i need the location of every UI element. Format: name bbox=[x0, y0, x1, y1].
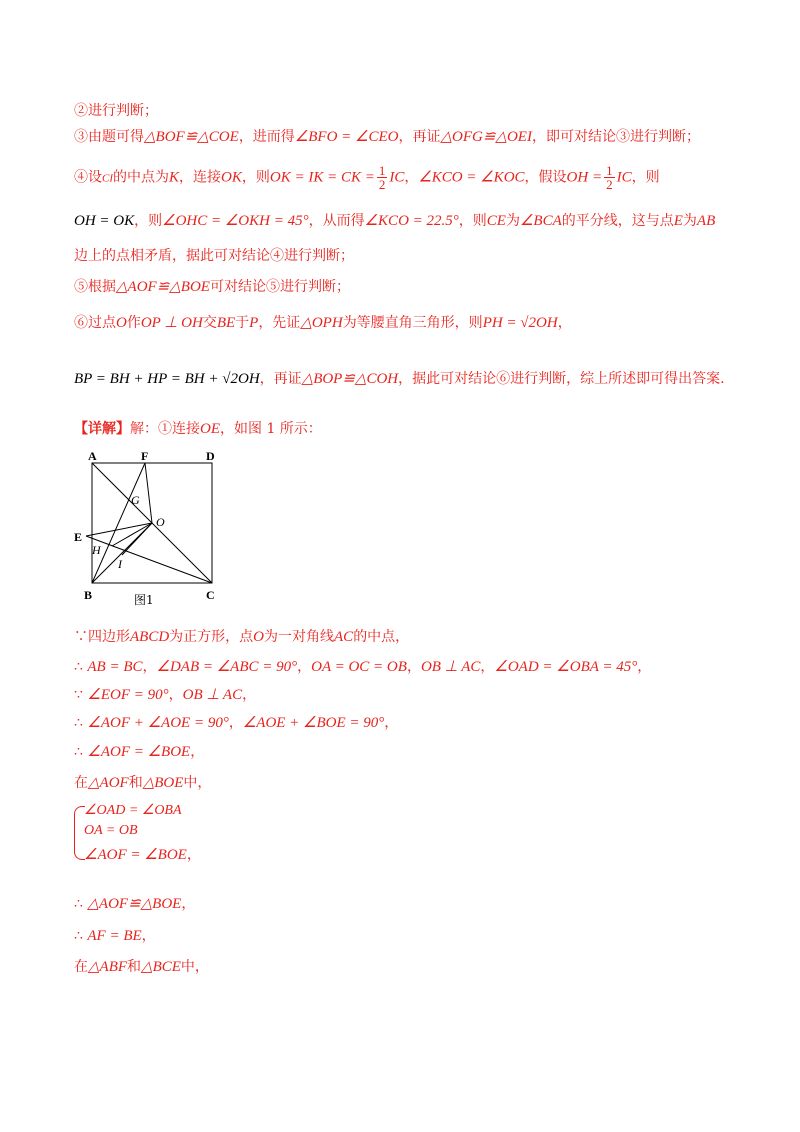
text: ， bbox=[406, 659, 421, 675]
text: 可对结论⑤进行判断； bbox=[209, 279, 350, 295]
text: ， bbox=[141, 928, 156, 944]
analysis-line-2 bbox=[74, 100, 158, 120]
text: 在 bbox=[74, 775, 88, 791]
math: O bbox=[116, 315, 127, 331]
text: 的中点， bbox=[353, 629, 410, 645]
math: IC bbox=[616, 169, 632, 186]
text: ，据此可对结论⑥进行判断，综上所述即可得出答案. bbox=[398, 371, 725, 387]
therefore-symbol: ∴ bbox=[74, 659, 83, 675]
proof-line-9 bbox=[74, 956, 209, 976]
text: 为正方形，点 bbox=[169, 629, 254, 645]
analysis-line-3 bbox=[74, 126, 700, 146]
geometry-figure bbox=[74, 444, 234, 614]
fraction-numerator: 1 bbox=[606, 163, 613, 178]
analysis-line-9 bbox=[74, 368, 725, 388]
detail-label: 【详解】 bbox=[74, 421, 130, 437]
math: OE bbox=[200, 421, 220, 437]
math: ABCD bbox=[130, 629, 170, 645]
text: ④设 bbox=[74, 169, 102, 186]
system-line-2: OA = OB bbox=[84, 823, 138, 838]
math: ∠BFO = ∠CEO bbox=[294, 129, 399, 145]
math: OP ⊥ OH bbox=[140, 315, 203, 331]
text: 为等腰直角三角形，则 bbox=[342, 315, 483, 331]
text: ，从而得 bbox=[308, 213, 365, 229]
math: ∠DAB = ∠ABC = 90° bbox=[156, 659, 298, 675]
math: △AOF≌△BOE bbox=[116, 279, 210, 295]
text: ， bbox=[557, 315, 572, 331]
text: 中， bbox=[183, 775, 212, 791]
text: ⑤根据 bbox=[74, 279, 116, 295]
label-e: E bbox=[74, 530, 83, 544]
text: ⑥过点 bbox=[74, 315, 116, 331]
label-i: I bbox=[118, 557, 122, 571]
text: ，连接 bbox=[179, 169, 222, 186]
proof-line-2 bbox=[74, 656, 651, 676]
math: BP = BH + HP = BH + √2OH bbox=[74, 371, 260, 387]
math: ∠OAD = ∠OBA = 45° bbox=[494, 659, 638, 675]
analysis-line-8 bbox=[74, 312, 572, 332]
proof-line-1 bbox=[74, 626, 409, 646]
text: 解：①连接 bbox=[130, 421, 200, 437]
math: △ABF bbox=[88, 959, 128, 975]
text: 在 bbox=[74, 959, 88, 975]
text: ③由题可得 bbox=[74, 129, 144, 145]
math: AB bbox=[696, 213, 716, 229]
because-symbol: ∵ bbox=[74, 687, 83, 703]
proof-line-6 bbox=[74, 772, 211, 792]
text: 的中点为 bbox=[113, 169, 169, 186]
fraction-half bbox=[377, 164, 388, 191]
therefore-symbol: ∴ bbox=[74, 744, 83, 760]
math: ∠EOF = 90° bbox=[87, 687, 169, 703]
math: O bbox=[253, 629, 265, 645]
text: 于 bbox=[235, 315, 250, 331]
text: ， bbox=[142, 659, 157, 675]
math: △BCE bbox=[141, 959, 181, 975]
text: 的平分线，这与点 bbox=[561, 213, 674, 229]
math: AB = BC bbox=[87, 659, 143, 675]
therefore-symbol: ∴ bbox=[74, 715, 83, 731]
text: ， bbox=[404, 169, 419, 186]
math: PH = √2OH bbox=[482, 315, 558, 331]
label-f: F bbox=[141, 449, 149, 463]
text: 和 bbox=[127, 959, 142, 975]
math: ∠KCO = ∠KOC bbox=[418, 169, 525, 186]
label-g: G bbox=[131, 493, 140, 507]
analysis-line-4 bbox=[74, 164, 660, 191]
fraction-numerator: 1 bbox=[378, 163, 386, 178]
text: ， bbox=[181, 896, 196, 912]
text: 边上的点相矛盾，据此可对结论④进行判断； bbox=[74, 248, 354, 264]
math: CI bbox=[102, 172, 113, 185]
math: ∠BCA bbox=[519, 213, 562, 229]
math: ∠AOF + ∠AOE = 90° bbox=[87, 715, 229, 731]
math: OK = IK = CK = bbox=[269, 169, 375, 186]
math: △AOF≌△BOE bbox=[87, 896, 182, 912]
text: ，则 bbox=[134, 213, 163, 229]
text: ，则 bbox=[241, 169, 270, 186]
label-c: C bbox=[206, 588, 215, 602]
text: 交 bbox=[202, 315, 217, 331]
analysis-line-7 bbox=[74, 276, 350, 296]
math: △AOF bbox=[88, 775, 129, 791]
detail-heading bbox=[74, 418, 322, 438]
text: ，如图 1 所示： bbox=[220, 421, 322, 437]
text: 为 bbox=[682, 213, 697, 229]
text: ， bbox=[637, 659, 652, 675]
text: ， bbox=[186, 847, 201, 863]
fraction-half bbox=[604, 164, 615, 191]
fraction-denominator: 2 bbox=[378, 177, 386, 192]
segment-fo bbox=[145, 463, 152, 523]
system-line-3 bbox=[84, 844, 201, 864]
math: K bbox=[169, 169, 180, 186]
text: ，假设 bbox=[524, 169, 567, 186]
text: ， bbox=[228, 715, 243, 731]
label-b: B bbox=[84, 588, 93, 602]
text: ， bbox=[480, 659, 495, 675]
text: ， bbox=[384, 715, 399, 731]
math: OB ⊥ AC bbox=[182, 687, 243, 703]
text: 和 bbox=[128, 775, 143, 791]
text: ，再证 bbox=[259, 371, 302, 387]
math: CE bbox=[486, 213, 506, 229]
proof-line-5 bbox=[74, 741, 204, 761]
text: 中， bbox=[180, 959, 209, 975]
proof-line-8 bbox=[74, 925, 156, 945]
proof-line-7 bbox=[74, 893, 195, 913]
math: △OFG≌△OEI bbox=[440, 129, 532, 145]
math: E bbox=[673, 213, 683, 229]
text: ②进行判断； bbox=[74, 103, 158, 119]
text: 作 bbox=[126, 315, 141, 331]
text: ，再证 bbox=[398, 129, 441, 145]
analysis-line-5 bbox=[74, 210, 715, 230]
text: ∵四边形 bbox=[74, 629, 130, 645]
text: ，则 bbox=[458, 213, 487, 229]
figure-caption: 图1 bbox=[134, 593, 154, 607]
math: OB ⊥ AC bbox=[420, 659, 481, 675]
math: AC bbox=[334, 629, 354, 645]
math: ∠AOE + ∠BOE = 90° bbox=[242, 715, 385, 731]
math: OH = bbox=[566, 169, 603, 186]
text: ， bbox=[190, 744, 205, 760]
therefore-symbol: ∴ bbox=[74, 928, 83, 944]
math: △BOF≌△COE bbox=[144, 129, 239, 145]
math: ∠AOF = ∠BOE bbox=[84, 847, 187, 863]
math: ∠OHC = ∠OKH = 45° bbox=[162, 213, 309, 229]
math: AF = BE bbox=[87, 928, 142, 944]
therefore-symbol: ∴ bbox=[74, 896, 83, 912]
math: △BOE bbox=[142, 775, 184, 791]
text: ，则 bbox=[631, 169, 660, 186]
math: BE bbox=[216, 315, 236, 331]
math: ∠AOF = ∠BOE bbox=[87, 744, 191, 760]
system-line-1: ∠OAD = ∠OBA bbox=[84, 803, 182, 818]
math: OA = OC = OB bbox=[311, 659, 407, 675]
fraction-denominator: 2 bbox=[606, 177, 613, 192]
text: 为 bbox=[505, 213, 520, 229]
math: OK bbox=[221, 169, 242, 186]
math: ∠KCO = 22.5° bbox=[364, 213, 459, 229]
proof-line-3 bbox=[74, 684, 256, 704]
math: △OPH bbox=[300, 315, 343, 331]
label-h: H bbox=[92, 543, 101, 557]
label-o: O bbox=[156, 515, 165, 529]
label-a: A bbox=[88, 449, 97, 463]
text: ，进而得 bbox=[238, 129, 295, 145]
segment-ec bbox=[86, 536, 212, 583]
proof-line-4 bbox=[74, 712, 398, 732]
math: P bbox=[249, 315, 259, 331]
text: ，先证 bbox=[258, 315, 301, 331]
label-d: D bbox=[206, 449, 215, 463]
math: OH = OK bbox=[74, 213, 135, 229]
text: ， bbox=[297, 659, 312, 675]
text: ， bbox=[168, 687, 183, 703]
text: ， bbox=[242, 687, 257, 703]
math: IC bbox=[389, 169, 405, 186]
analysis-line-6 bbox=[74, 245, 354, 265]
math: △BOP≌△COH bbox=[301, 371, 399, 387]
text: 为一对角线 bbox=[264, 629, 335, 645]
text: ，即可对结论③进行判断； bbox=[531, 129, 700, 145]
